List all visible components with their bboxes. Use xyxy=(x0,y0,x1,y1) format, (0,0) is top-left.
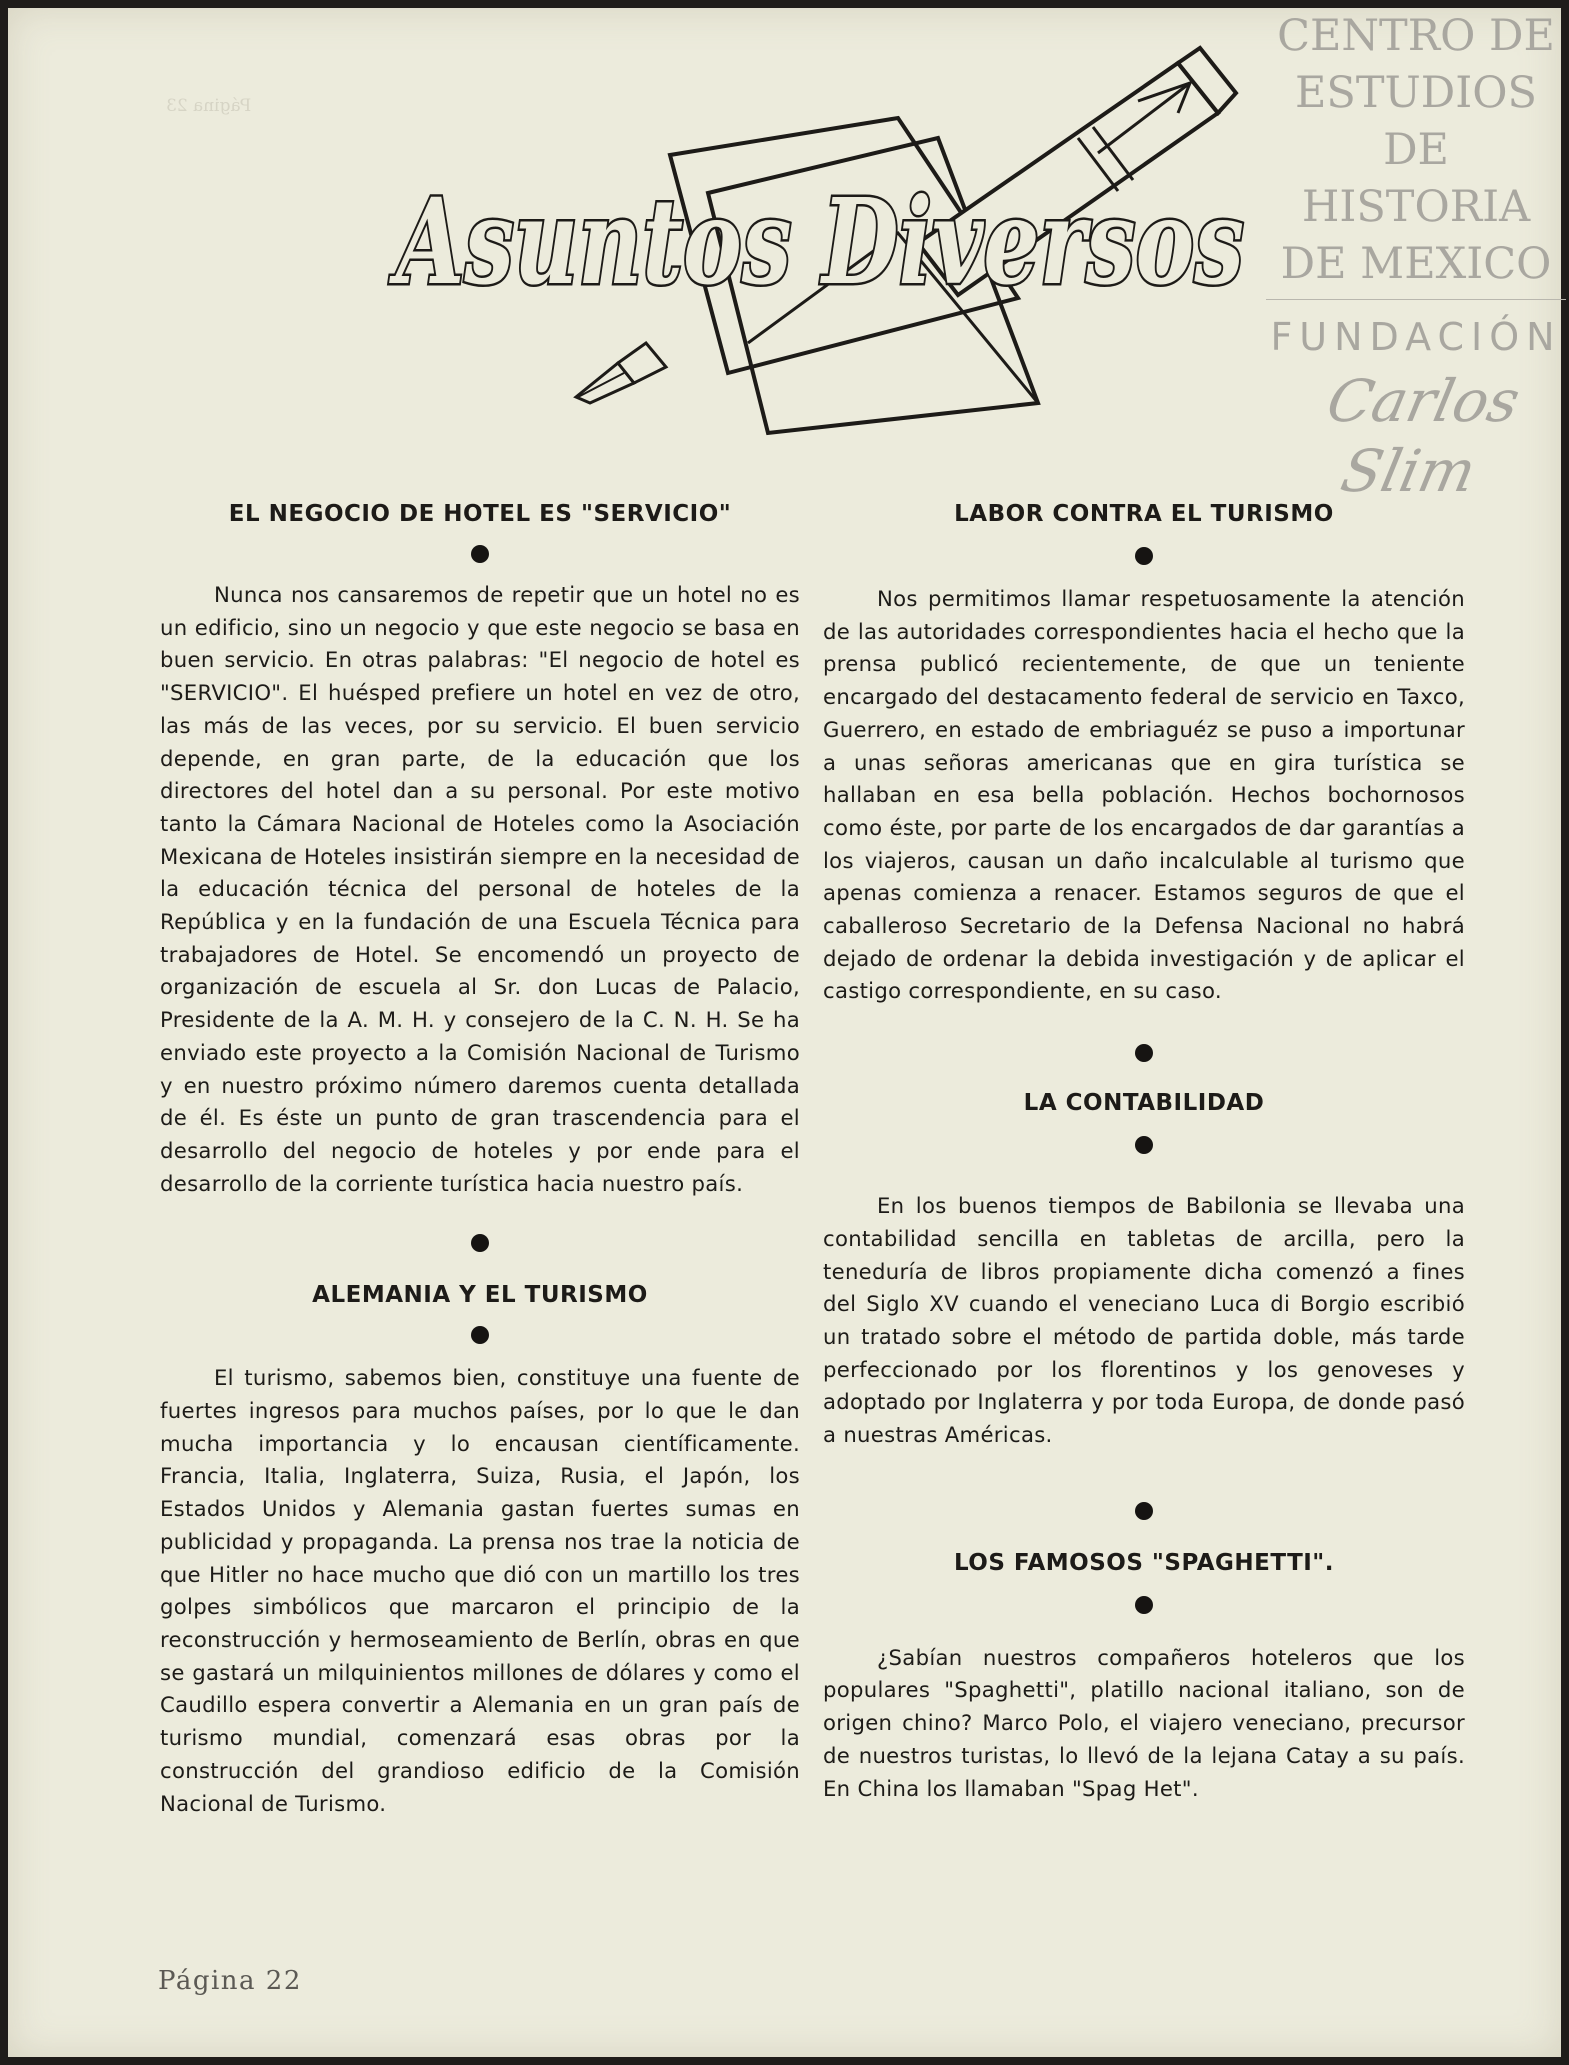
right-column xyxy=(823,495,1465,1805)
bullet-ornament xyxy=(471,1326,489,1344)
masthead-svg xyxy=(378,43,1268,458)
page-number: Página 22 xyxy=(158,1966,302,1996)
article-body-alemania: El turismo, sabemos bien, constituye una fuente de fuertes ingresos para muchos países, por lo que le dan mucha importancia y lo encausan científicamente. Francia, Italia, Inglaterra, Suiza, Rusia, el Japón, los Estados Unidos y Alemania gastan fuertes sumas en publicidad y propaganda. La prensa nos trae la noticia de que Hitler no hace mucho que dió con un martillo los tres golpes simbólicos que marcaron el principio de la reconstrucción y hermoseamiento de Berlín, obras en que se gastará un milquinientos millones de dólares y como el Caudillo espera convertir a Alemania en un gran país de turismo mundial, comenzará esas obras por la construcción del grandioso edificio de la Comisión Nacional de Turismo. xyxy=(160,1365,800,1816)
article-body-contabilidad: En los buenos tiempos de Babilonia se llevaba una contabilidad sencilla en tabletas de arcilla, pero la teneduría de libros propiamente dicha comenzó a fines del Siglo XV cuando el veneciano Luca di Borgio escribió un tratado sobre el método de partida doble, más tarde perfeccionado por los florentinos y los genoveses y adoptado por Inglaterra y por toda Europa, de donde pasó a nuestras Américas. xyxy=(823,1193,1465,1448)
watermark-signature: Carlos Slim xyxy=(1321,367,1526,505)
pen-nib-icon xyxy=(576,343,666,403)
bullet-ornament xyxy=(1135,547,1153,565)
watermark-line: DE MEXICO xyxy=(1280,239,1552,289)
masthead-title: Asuntos Diversos xyxy=(388,172,1245,311)
article-body-hotel: Nunca nos cansaremos de repetir que un hotel no es un edificio, sino un negocio y que este negocio se basa en buen servicio. En otras palabras: "El negocio de hotel es "SERVICIO". El huésped prefiere un hotel en vez de otro, las más de las veces, por su servicio. El buen servicio depende, en gran parte, de la educación que los directores del hotel dan a su personal. Por este motivo tanto la Cámara Nacional de Hoteles como la Asociación Mexicana de Hoteles insistirán siempre en la necesidad de la educación técnica del personal de hoteles de la República y en la fundación de una Escuela Técnica para trabajadores de Hotel. Se encomendó un proyecto de organización de escuela al Sr. don Lucas de Palacio, Presidente de la A. M. H. y consejero de la C. N. H. Se ha enviado este proyecto a la Comisión Nacional de Turismo y en nuestro próximo número daremos cuenta detallada de él. Es éste un punto de gran trascendencia para el desarrollo del negocio de hoteles y por ende para el desarrollo de la corriente turística hacia nuestro país. xyxy=(160,582,800,1196)
article-title-spaghetti: LOS FAMOSOS "SPAGHETTI". xyxy=(953,1549,1335,1576)
watermark-line: ESTUDIOS xyxy=(1295,68,1537,118)
masthead-illustration xyxy=(378,43,1268,458)
bullet-ornament xyxy=(1135,1596,1153,1614)
bullet-ornament xyxy=(1135,1502,1153,1520)
article-title-alemania: ALEMANIA Y EL TURISMO xyxy=(312,1282,648,1309)
article-title-hotel: EL NEGOCIO DE HOTEL ES "SERVICIO" xyxy=(228,501,732,527)
archive-watermark xyxy=(1266,8,1566,506)
document-page xyxy=(8,8,1561,2057)
watermark-line: DE HISTORIA xyxy=(1301,125,1531,232)
article-title-labor: LABOR CONTRA EL TURISMO xyxy=(954,501,1334,527)
bullet-ornament xyxy=(1135,1044,1153,1062)
bullet-ornament xyxy=(1135,1136,1153,1154)
watermark-line: CENTRO DE xyxy=(1277,11,1555,61)
watermark-foundation: FUNDACIÓN xyxy=(1270,315,1562,359)
article-title-contabilidad: LA CONTABILIDAD xyxy=(1023,1090,1265,1117)
left-column xyxy=(160,495,800,1820)
bullet-ornament xyxy=(471,1234,489,1252)
bleed-through-text: Página 23 xyxy=(166,96,252,116)
watermark-divider xyxy=(1266,299,1566,300)
article-body-labor: Nos permitimos llamar respetuosamente la atención de las autoridades correspondientes hacia el hecho que la prensa publicó recientemente, de que un teniente encargado del destacamento federal de servicio en Taxco, Guerrero, en estado de embriaguéz se puso a importunar a unas señoras americanas que en gira turística se hallaban en esa bella población. Hechos bochornosos como éste, por parte de los encargados de dar garantías a los viajeros, causan un daño incalculable al turismo que apenas comienza a renacer. Estamos seguros de que el caballeroso Secretario de la Defensa Nacional no habrá dejado de ordenar la debida investigación y de aplicar el castigo correspondiente, en su caso. xyxy=(823,586,1465,1004)
article-body-spaghetti: ¿Sabían nuestros compañeros hoteleros que los populares "Spaghetti", platillo nacional italiano, son de origen chino? Marco Polo, el viajero veneciano, precursor de nuestros turistas, lo llevó de la lejana Catay a su país. En China los llamaban "Spag Het". xyxy=(823,1644,1465,1801)
bullet-ornament xyxy=(471,545,489,563)
